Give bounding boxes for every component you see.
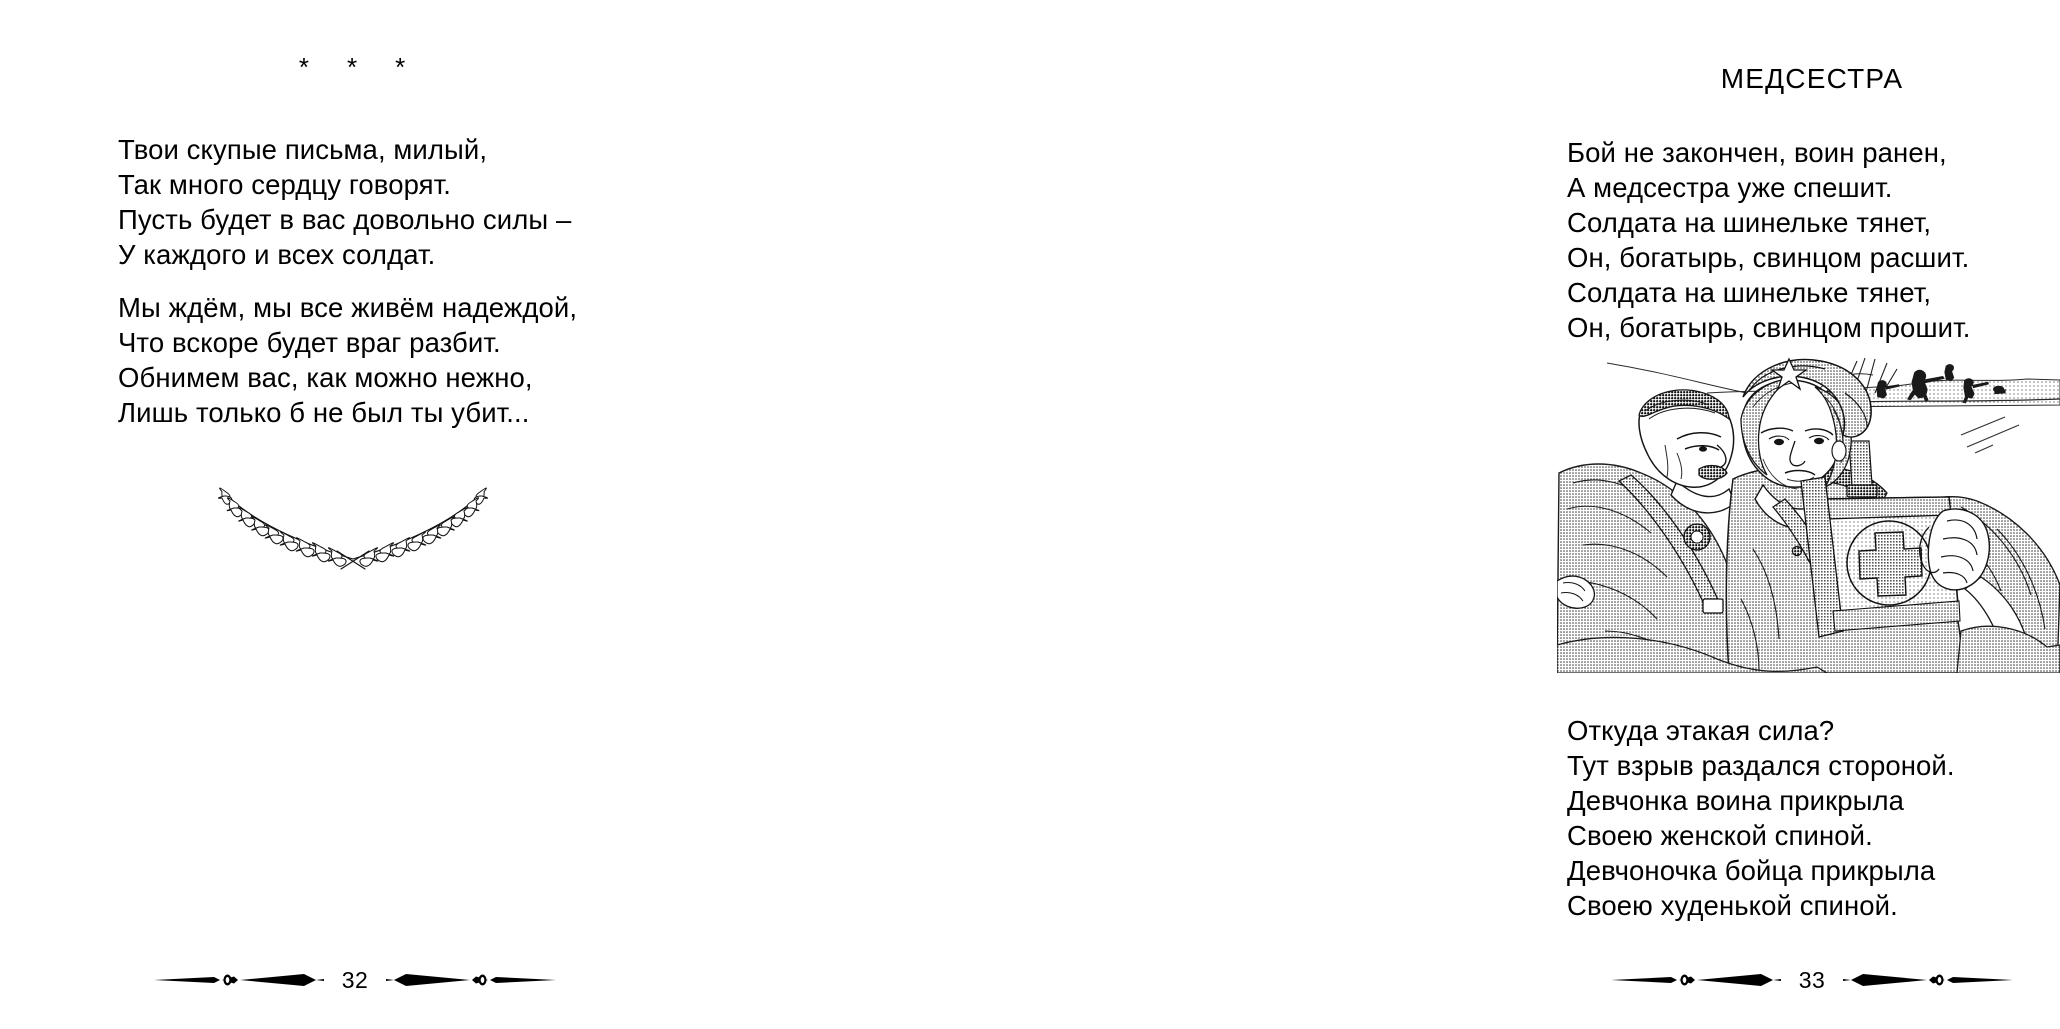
right-page [727,0,1971,1029]
section-divider-asterisks [118,54,588,80]
soldier-medal [1684,524,1710,550]
stanza-line: Своею худенькой спиной. [1567,890,1898,921]
stanza-line: Он, богатырь, свинцом расшит. [1567,242,1970,273]
stanza-line: Тут взрыв раздался стороной. [1567,750,1955,781]
stanza-line: Солдата на шинельке тянет, [1567,207,1932,238]
stanza-line: Так много сердцу говорят. [118,169,452,200]
footer-ornament-left-2 [386,968,556,992]
nurse-rescuing-wounded-soldier-illustration [1557,349,2060,673]
right-page-footer [1567,959,2057,1001]
stanza-line: Он, богатырь, свинцом прошит. [1567,312,1971,343]
stanza-line: Солдата на шинельке тянет, [1567,277,1932,308]
asterisk-1: * [298,52,311,82]
stanza-line: У каждого и всех солдат. [118,239,436,270]
footer-ornament-right-2 [1843,968,2013,992]
right-poem-stanza-2 [1567,713,1955,923]
left-page-footer [120,959,590,1001]
stanza-line: Бой не закончен, воин ранен, [1567,137,1947,168]
bag-flap [1825,497,1951,519]
stanza-line: Девчонка воина прикрыла [1567,785,1905,816]
page-number-right: 33 [1798,966,1826,993]
stanza-line: А медсестра уже спешит. [1567,172,1893,203]
page-number-left: 32 [341,966,369,993]
left-poem-stanza-2 [118,290,577,430]
stanza-line: Мы ждём, мы все живём надеждой, [118,292,578,323]
stanza-line: Что вскоре будет враг разбит. [118,327,501,358]
stanza-line: Девчоночка бойца прикрыла [1567,855,1936,886]
stanza-line: Пусть будет в вас довольно силы – [118,204,572,235]
left-page [0,0,727,1029]
stanza-line: Своею женской спиной. [1567,820,1873,851]
stanza-line: Лишь только б не был ты убит... [118,397,530,428]
right-poem-stanza-1 [1567,135,1970,345]
laurel-ornament [213,483,493,578]
footer-ornament-left [154,968,324,992]
asterisk-3: * [395,52,408,82]
asterisk-2: * [346,52,360,82]
red-cross-emblem [1847,521,1931,605]
stanza-line: Откуда этакая сила? [1567,715,1835,746]
footer-ornament-right [1611,968,1781,992]
stanza-line: Обнимем вас, как можно нежно, [118,362,533,393]
left-poem-stanza-1 [118,132,571,272]
poem-title: МЕДСЕСТРА [1720,63,1904,94]
stanza-line: Твои скупые письма, милый, [118,134,488,165]
